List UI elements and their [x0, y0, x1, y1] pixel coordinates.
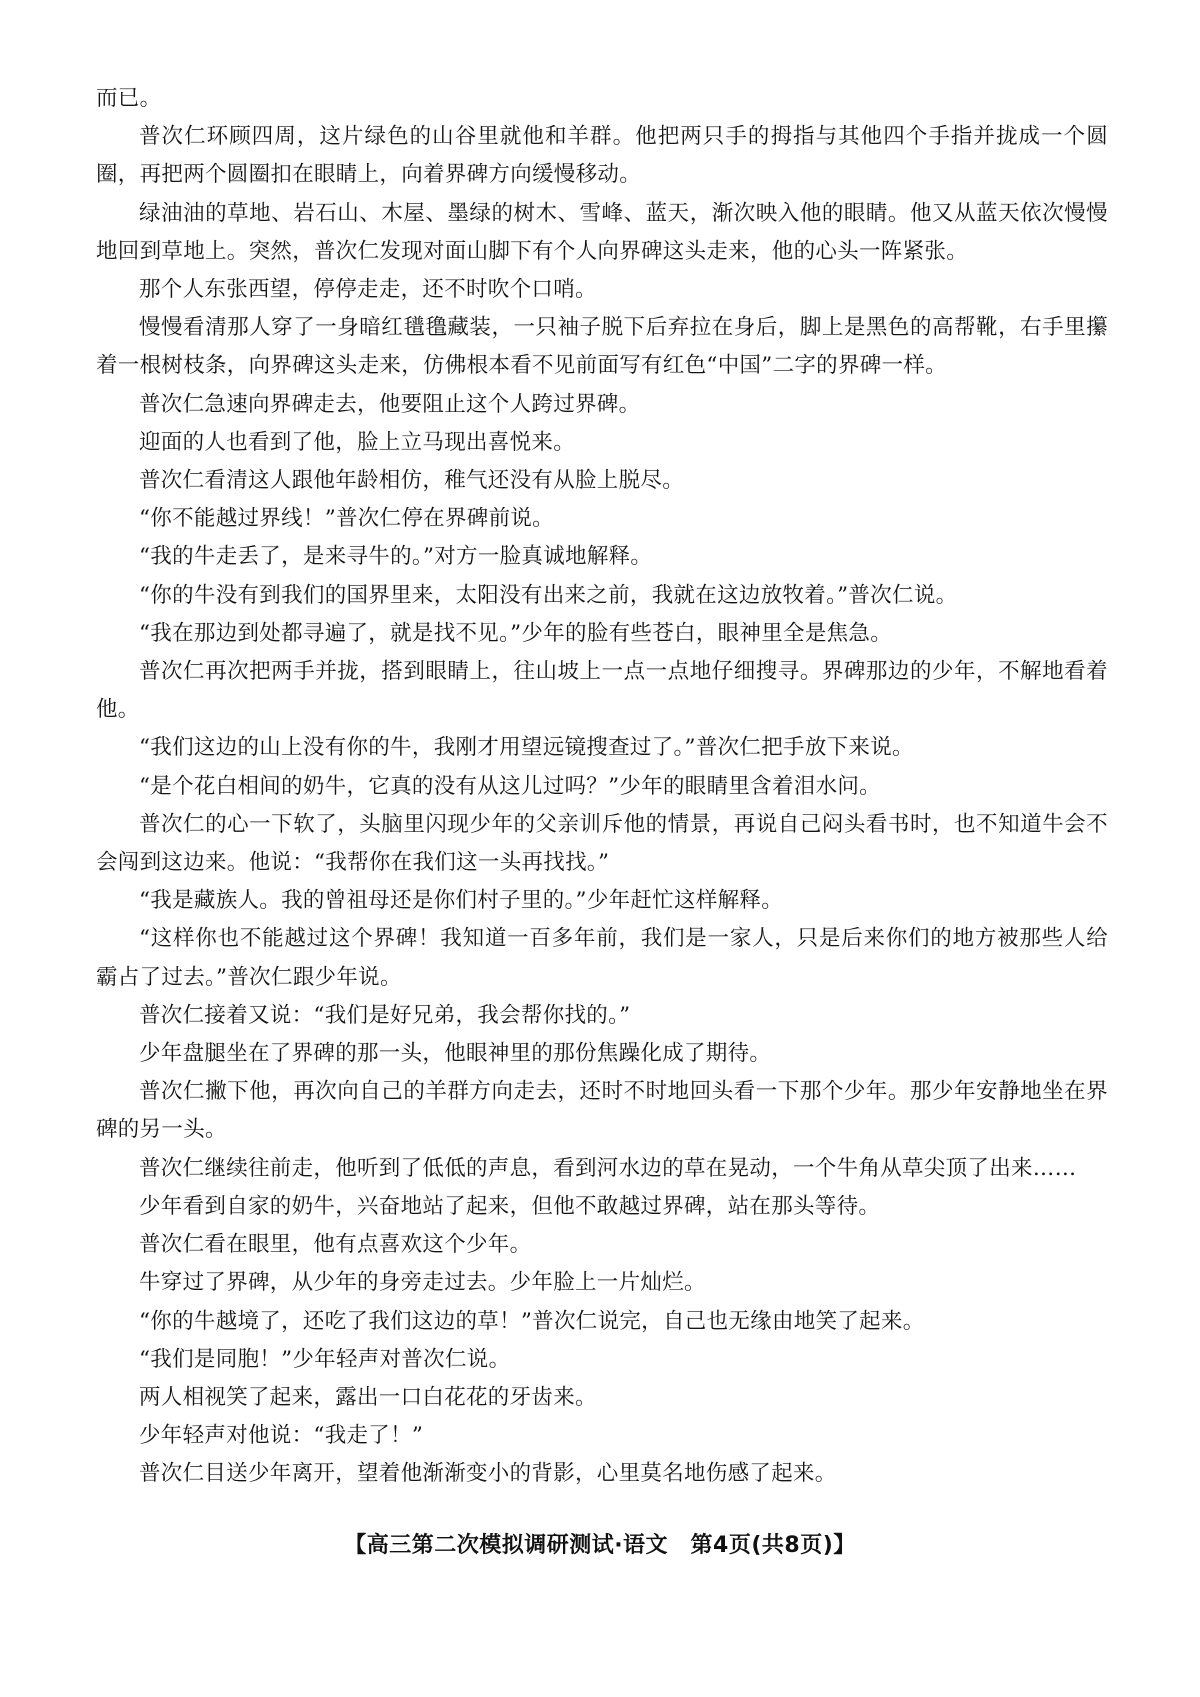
- paragraph: 少年盘腿坐在了界碑的那一头，他眼神里的那份焦躁化成了期待。: [139, 1041, 772, 1067]
- paragraph: “我们是同胞！”少年轻声对普次仁说。: [139, 1346, 511, 1372]
- paragraph: 两人相视笑了起来，露出一口白花花的牙齿来。: [139, 1384, 597, 1410]
- page-body: [96, 80, 1108, 1494]
- paragraph: 普次仁的心一下软了，头脑里闪现少年的父亲训斥他的情景，再说自己闷头看书时，也不知道牛会不会闯到这边来。他说：“我帮你在我们这一头再找找。”: [96, 811, 1108, 876]
- paragraph: 少年轻声对他说：“我走了！”: [139, 1423, 424, 1449]
- paragraph: 普次仁接着又说：“我们是好兄弟，我会帮你找的。”: [139, 1002, 631, 1028]
- paragraph: “是个花白相间的奶牛，它真的没有从这儿过吗？”少年的眼睛里含着泪水问。: [139, 773, 881, 799]
- paragraph: 那个人东张西望，停停走走，还不时吹个口哨。: [139, 277, 597, 303]
- paragraph: “我是藏族人。我的曾祖母还是你们村子里的。”少年赶忙这样解释。: [139, 888, 784, 914]
- paragraph: 普次仁目送少年离开，望着他渐渐变小的背影，心里莫名地伤感了起来。: [139, 1461, 837, 1487]
- paragraph: 普次仁看清这人跟他年龄相仿，稚气还没有从脸上脱尽。: [139, 468, 685, 494]
- paragraph: 少年看到自家的奶牛，兴奋地站了起来，但他不敢越过界碑，站在那头等待。: [139, 1193, 881, 1219]
- paragraph: 普次仁环顾四周，这片绿色的山谷里就他和羊群。他把两只手的拇指与其他四个手指并拢成一个圆圈，再把两个圆圈扣在眼睛上，向着界碑方向缓慢移动。: [96, 124, 1108, 188]
- paragraph: 慢慢看清那人穿了一身暗红氆氇藏装，一只袖子脱下后弃拉在身后，脚上是黑色的高帮靴，右手里攥着一根树枝条，向界碑这头走来，仿佛根本看不见前面写有红色“中国”二字的界碑一样。: [96, 315, 1108, 379]
- paragraph: 普次仁看在眼里，他有点喜欢这个少年。: [139, 1232, 532, 1258]
- paragraph: “我的牛走丢了，是来寻牛的。”对方一脸真诚地解释。: [139, 544, 653, 570]
- paragraph: “你的牛没有到我们的国界里来，太阳没有出来之前，我就在这边放牧着。”普次仁说。: [139, 582, 958, 608]
- paragraph: 普次仁撇下他，再次向自己的羊群方向走去，还时不时地回头看一下那个少年。那少年安静地坐在界碑的另一头。: [96, 1079, 1108, 1143]
- paragraph: 而已。: [96, 86, 162, 111]
- paragraph: “你不能越过界线！”普次仁停在界碑前说。: [139, 506, 554, 532]
- paragraph: 普次仁继续往前走，他听到了低低的声息，看到河水边的草在晃动，一个牛角从草尖顶了出来……: [139, 1155, 1077, 1181]
- paragraph: 迎面的人也看到了他，脸上立马现出喜悦来。: [139, 429, 576, 455]
- paragraph: 绿油油的草地、岩石山、木屋、墨绿的树木、雪峰、蓝天，渐次映入他的眼睛。他又从蓝天依次慢慢地回到草地上。突然，普次仁发现对面山脚下有个人向界碑这头走来，他的心头一阵紧张。: [96, 200, 1108, 264]
- paragraph: 普次仁急速向界碑走去，他要阻止这个人跨过界碑。: [139, 391, 641, 417]
- paragraph: “你的牛越境了，还吃了我们这边的草！”普次仁说完，自己也无缘由地笑了起来。: [139, 1308, 925, 1334]
- page-footer: 【高三第二次模拟调研测试·语文 第4页(共8页)】: [344, 1533, 856, 1558]
- paragraph: “我们这边的山上没有你的牛，我刚才用望远镜搜查过了。”普次仁把手放下来说。: [139, 735, 914, 761]
- paragraph: 牛穿过了界碑，从少年的身旁走过去。少年脸上一片灿烂。: [139, 1270, 706, 1296]
- paragraph: 普次仁再次把两手并拢，搭到眼睛上，往山坡上一点一点地仔细搜寻。界碑那边的少年，不解地看着他。: [96, 659, 1108, 723]
- paragraph: “我在那边到处都寻遍了，就是找不见。”少年的脸有些苍白，眼神里全是焦急。: [139, 620, 893, 646]
- paragraph: “这样你也不能越过这个界碑！我知道一百多年前，我们是一家人，只是后来你们的地方被那些人给霸占了过去。”普次仁跟少年说。: [96, 926, 1108, 990]
